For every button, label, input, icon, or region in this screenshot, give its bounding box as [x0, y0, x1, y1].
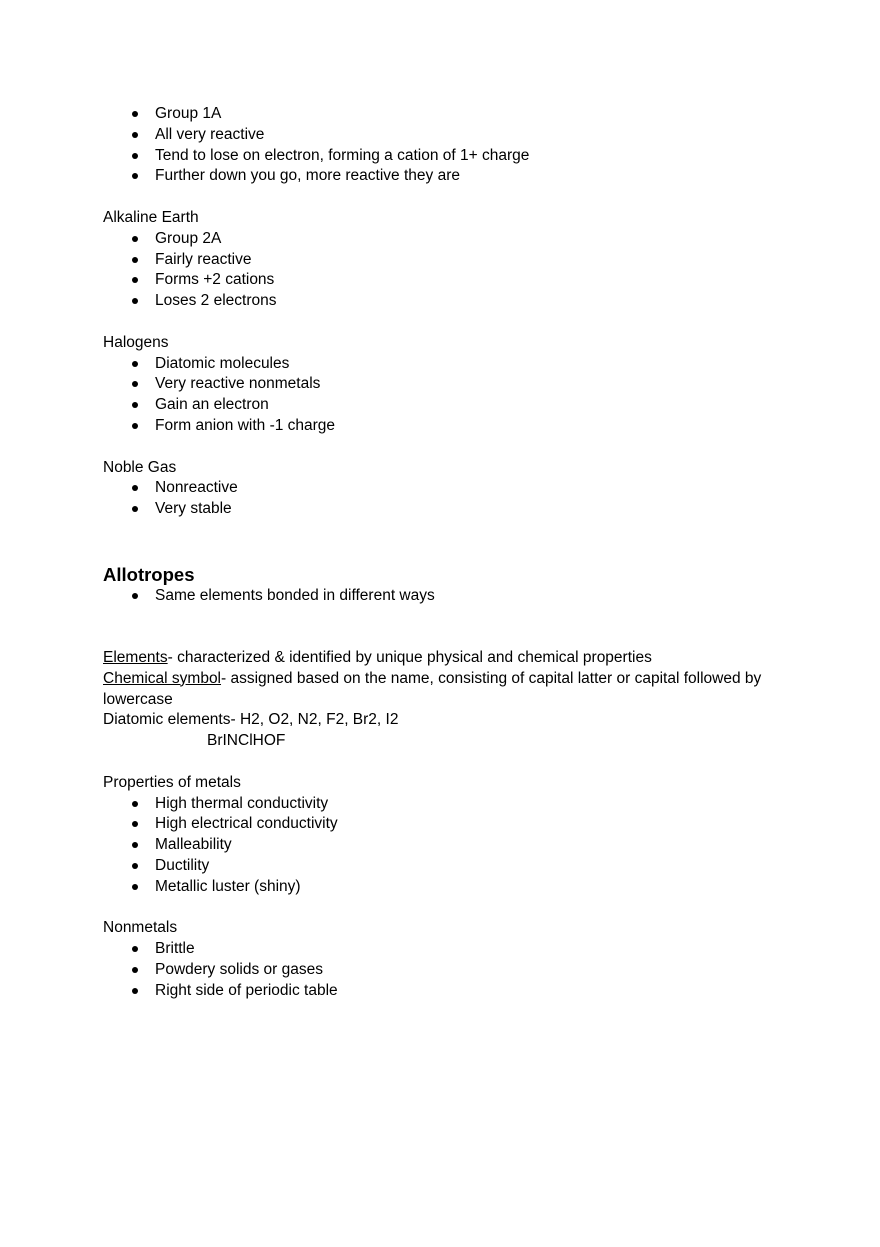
nonmetals-title: Nonmetals [103, 919, 178, 937]
list-item: Malleability [103, 835, 793, 856]
elements-text: - characterized & identified by unique physical and chemical properties [167, 648, 652, 666]
bullet-icon [132, 402, 138, 408]
list-item: Fairly reactive [103, 250, 793, 271]
list-item: Brittle [103, 939, 793, 960]
alkaline-earth-list [103, 229, 793, 312]
bullet-icon [132, 506, 138, 512]
bullet-icon [132, 967, 138, 973]
diatomic-elements: Diatomic elements- H2, O2, N2, F2, Br2, I2 [103, 711, 399, 729]
bullet-icon [132, 946, 138, 952]
bullet-icon [132, 173, 138, 179]
document-body [103, 104, 793, 1001]
list-item: Form anion with -1 charge [103, 416, 793, 437]
list-item: Same elements bonded in different ways [103, 586, 793, 607]
bullet-icon [132, 593, 138, 599]
metals-list [103, 794, 793, 898]
list-item: Nonreactive [103, 478, 793, 499]
bullet-icon [132, 988, 138, 994]
bullet-icon [132, 381, 138, 387]
list-item: Ductility [103, 856, 793, 877]
metals-title: Properties of metals [103, 773, 241, 791]
halogens-list [103, 354, 793, 437]
bullet-icon [132, 236, 138, 242]
chemical-symbol-term: Chemical symbol [103, 669, 222, 687]
list-item: Right side of periodic table [103, 981, 793, 1002]
bullet-icon [132, 132, 138, 138]
bullet-icon [132, 801, 138, 807]
alkaline-earth-title: Alkaline Earth [103, 208, 199, 226]
list-item: Group 2A [103, 229, 793, 250]
noble-gas-title: Noble Gas [103, 458, 177, 476]
list-item: Metallic luster (shiny) [103, 877, 793, 898]
list-item: Further down you go, more reactive they are [103, 166, 793, 187]
list-item: Forms +2 cations [103, 270, 793, 291]
list-item: Very reactive nonmetals [103, 374, 793, 395]
list-item: Powdery solids or gases [103, 960, 793, 981]
list-item: High thermal conductivity [103, 794, 793, 815]
list-item: Gain an electron [103, 395, 793, 416]
chemical-symbol-text: - assigned based on the name, consisting of capital latter or capital followed by lowercase [103, 669, 762, 708]
list-item: Diatomic molecules [103, 354, 793, 375]
list-item: Group 1A [103, 104, 793, 125]
elements-term: Elements [103, 648, 168, 666]
allotropes-list [103, 586, 793, 607]
allotropes-heading: Allotropes [103, 563, 195, 585]
list-item: Tend to lose on electron, forming a cation of 1+ charge [103, 146, 793, 167]
halogens-title: Halogens [103, 333, 169, 351]
list-item: Loses 2 electrons [103, 291, 793, 312]
bullet-icon [132, 361, 138, 367]
bullet-icon [132, 277, 138, 283]
bullet-icon [132, 842, 138, 848]
nonmetals-list [103, 939, 793, 1001]
bullet-icon [132, 821, 138, 827]
chemical-symbol-definition [103, 669, 793, 711]
list-item: High electrical conductivity [103, 814, 793, 835]
alkali-metals-list [103, 104, 793, 187]
bullet-icon [132, 111, 138, 117]
bullet-icon [132, 884, 138, 890]
bullet-icon [132, 423, 138, 429]
elements-definition [103, 648, 793, 669]
list-item: Very stable [103, 499, 793, 520]
bullet-icon [132, 257, 138, 263]
diatomic-mnemonic: BrINClHOF [207, 732, 286, 750]
list-item: All very reactive [103, 125, 793, 146]
bullet-icon [132, 863, 138, 869]
bullet-icon [132, 153, 138, 159]
bullet-icon [132, 485, 138, 491]
bullet-icon [132, 298, 138, 304]
noble-gas-list [103, 478, 793, 520]
